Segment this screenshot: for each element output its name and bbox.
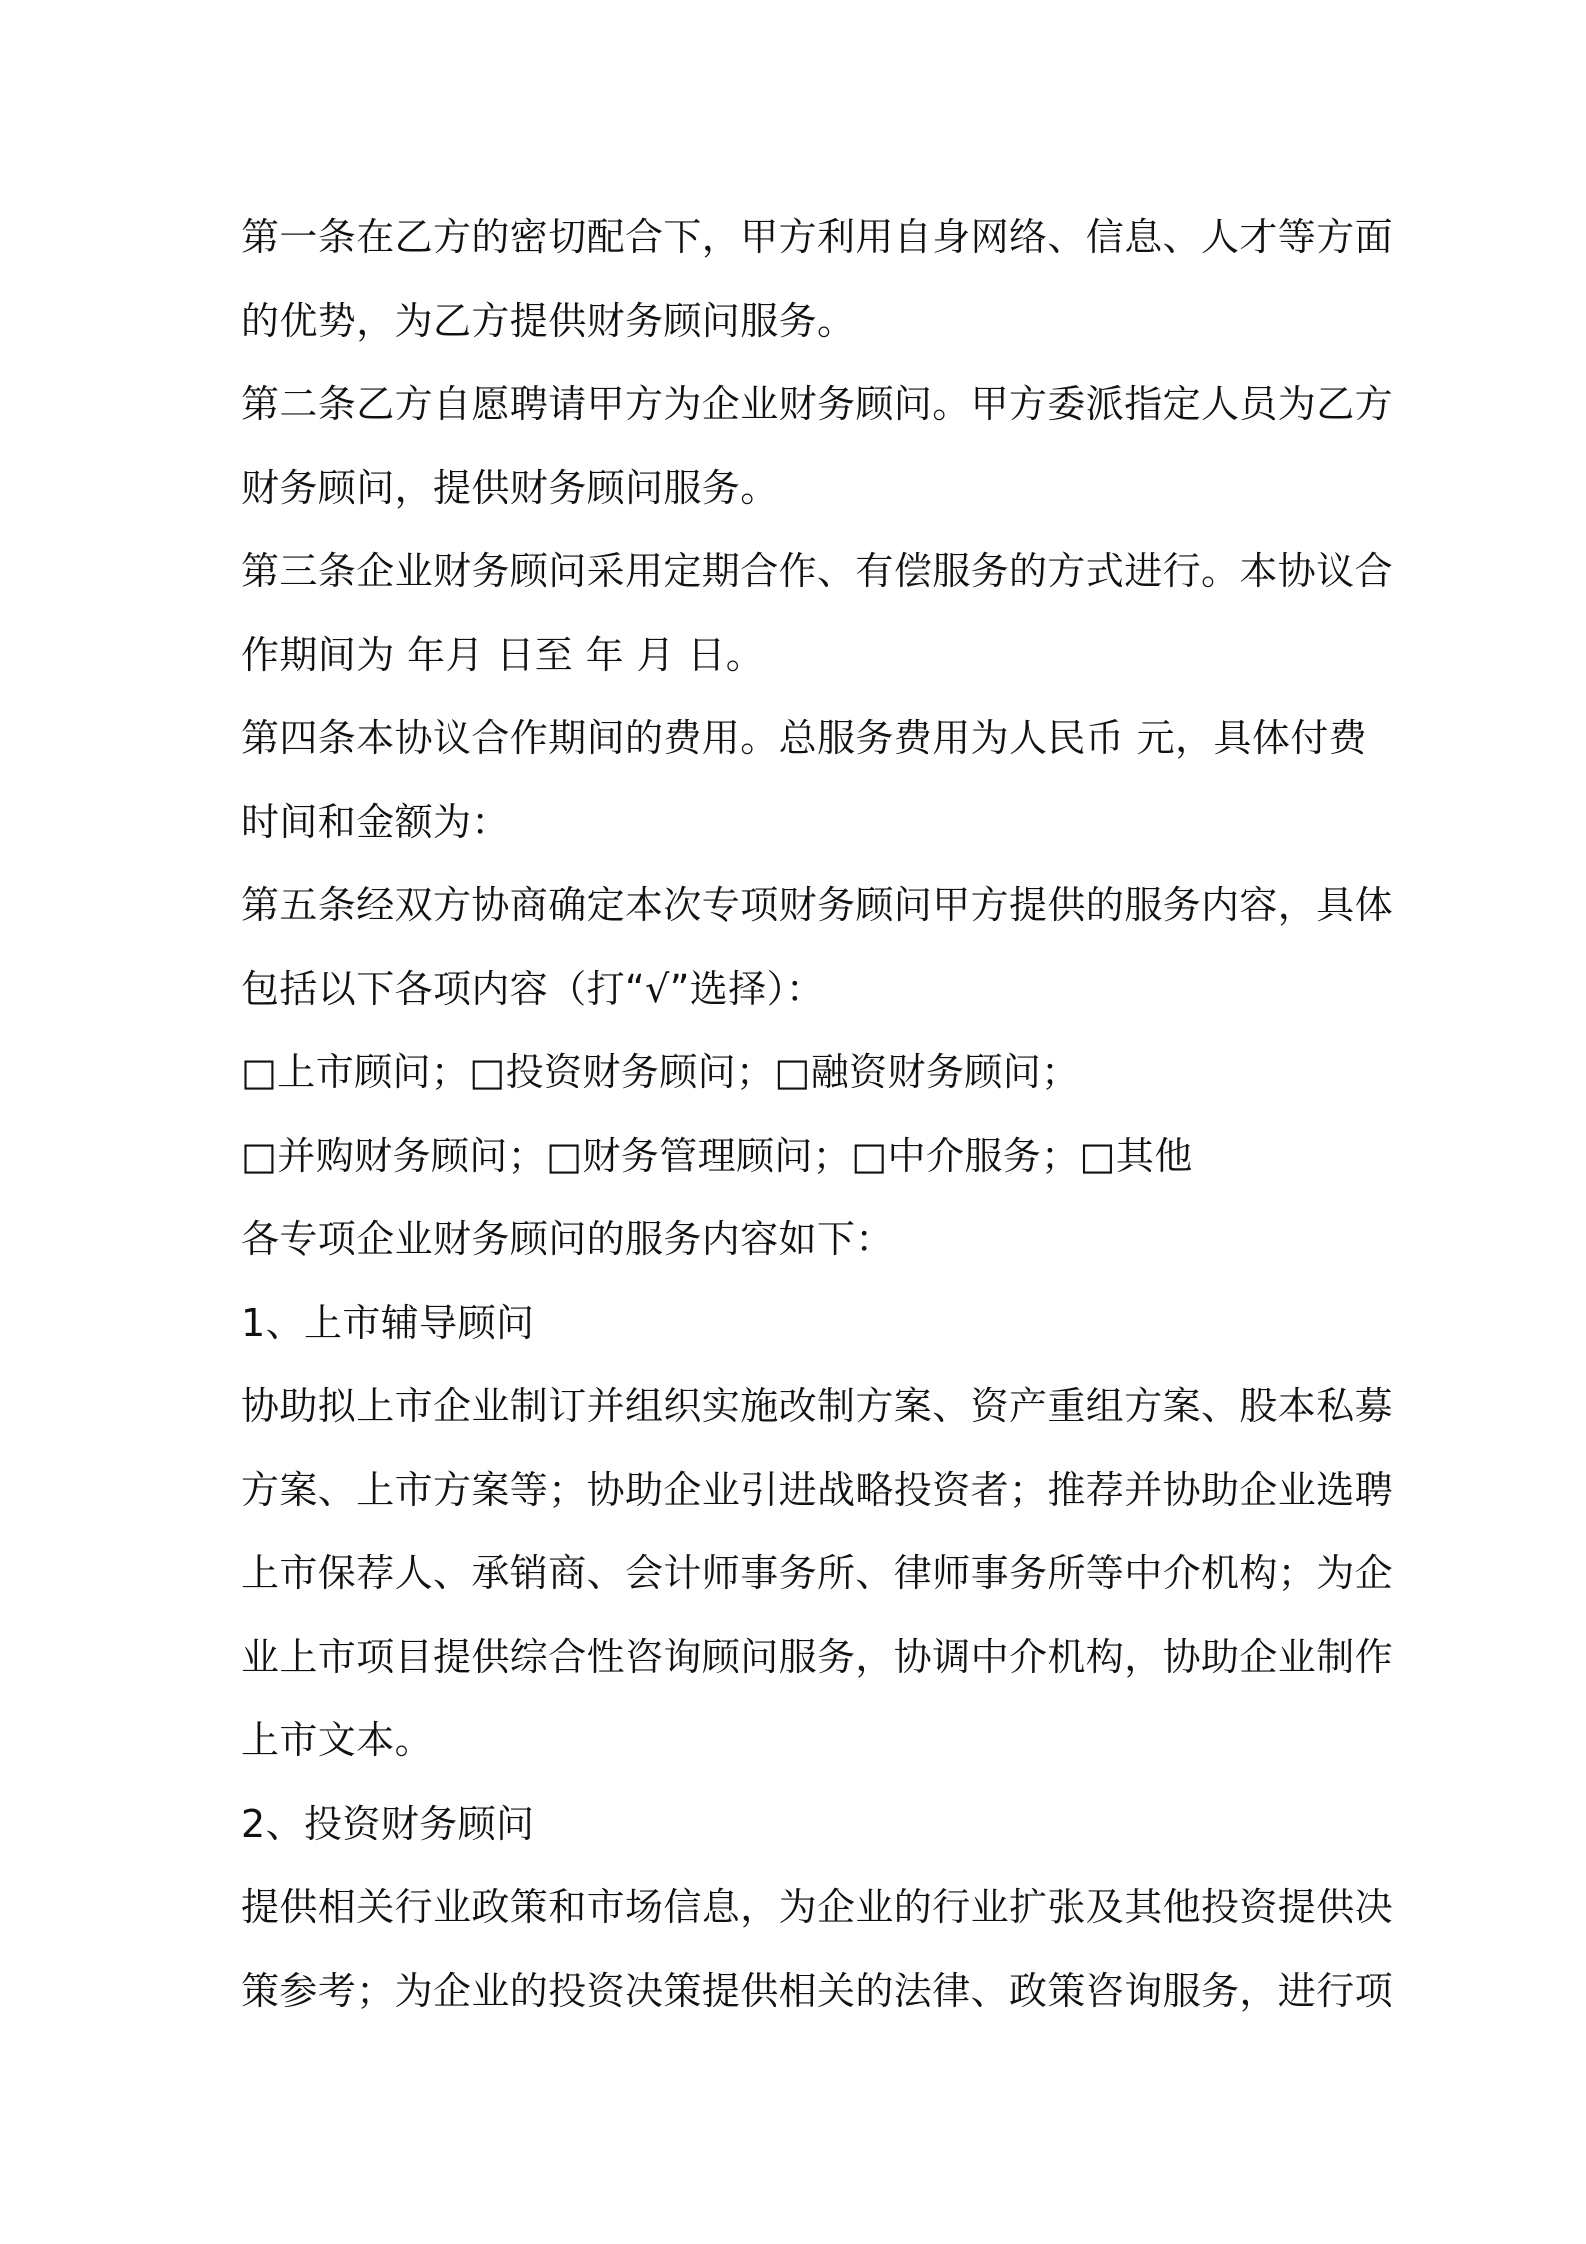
section-1-line-1: 协助拟上市企业制订并组织实施改制方案、资产重组方案、股本私募 bbox=[241, 1384, 1394, 1428]
article-5-line-2: 包括以下各项内容（打“√”选择）： bbox=[241, 966, 825, 1011]
article-1-line-1: 第一条在乙方的密切配合下，甲方利用自身网络、信息、人才等方面 bbox=[241, 215, 1394, 259]
service-content-intro: 各专项企业财务顾问的服务内容如下： bbox=[241, 1217, 894, 1261]
article-4-line-2: 时间和金额为： bbox=[241, 799, 510, 844]
article-1-line-2: 的优势，为乙方提供财务顾问服务。 bbox=[241, 298, 856, 343]
section-2-line-2: 策参考；为企业的投资决策提供相关的法律、政策咨询服务，进行项 bbox=[241, 1968, 1394, 2013]
article-3-line-2: 作期间为 年月 日至 年 月 日。 bbox=[241, 632, 765, 677]
section-1-line-4: 业上市项目提供综合性咨询顾问服务，协调中介机构，协助企业制作 bbox=[241, 1634, 1394, 1679]
article-2-line-1: 第二条乙方自愿聘请甲方为企业财务顾问。甲方委派指定人员为乙方 bbox=[241, 382, 1394, 426]
section-1-heading: 1、上市辅导顾问 bbox=[241, 1300, 535, 1345]
article-5-line-1: 第五条经双方协商确定本次专项财务顾问甲方提供的服务内容，具体 bbox=[241, 883, 1394, 927]
section-1-line-3: 上市保荐人、承销商、会计师事务所、律师事务所等中介机构；为企 bbox=[241, 1551, 1394, 1595]
article-2-line-2: 财务顾问，提供财务顾问服务。 bbox=[241, 465, 779, 510]
section-2-line-1: 提供相关行业政策和市场信息，为企业的行业扩张及其他投资提供决 bbox=[241, 1885, 1394, 1929]
section-2-heading: 2、投资财务顾问 bbox=[241, 1801, 535, 1846]
article-4-line-1: 第四条本协议合作期间的费用。总服务费用为人民币 元，具体付费 bbox=[241, 716, 1368, 760]
section-1-line-2: 方案、上市方案等；协助企业引进战略投资者；推荐并协助企业选聘 bbox=[241, 1467, 1394, 1512]
document-body bbox=[241, 196, 1394, 2033]
section-1-line-5: 上市文本。 bbox=[241, 1718, 434, 1762]
service-options-line-2: □并购财务顾问；□财务管理顾问；□中介服务；□其他 bbox=[241, 1133, 1193, 1178]
article-3-line-1: 第三条企业财务顾问采用定期合作、有偿服务的方式进行。本协议合 bbox=[241, 549, 1394, 593]
service-options-line-1: □上市顾问；□投资财务顾问；□融资财务顾问； bbox=[241, 1050, 1080, 1094]
